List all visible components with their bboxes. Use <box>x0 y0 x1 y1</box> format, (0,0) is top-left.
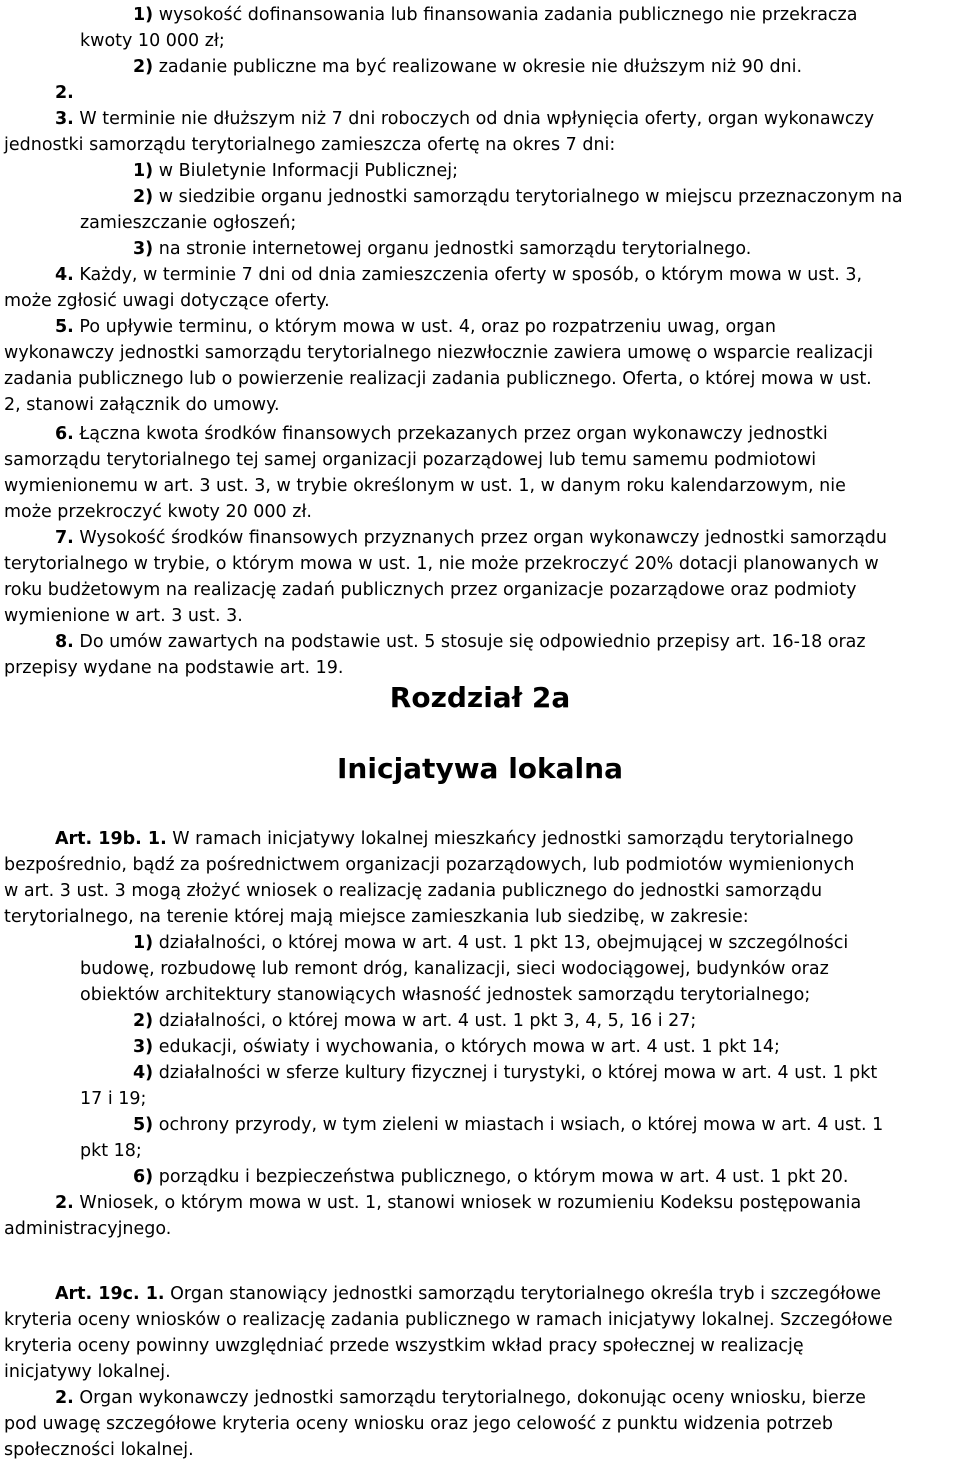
item-text: ochrony przyrody, w tym zieleni w miastach i wsiach, o której mowa w art. 4 ust. 1 <box>153 1115 884 1135</box>
text-line: kryteria oceny wniosków o realizację zadania publicznego w ramach inicjatywy lokalnej. Szczegółowe <box>4 1310 893 1330</box>
item-number: 2. <box>55 83 74 103</box>
paragraph <box>55 421 828 447</box>
item-number: 8. <box>55 632 74 652</box>
list-item <box>133 1112 883 1138</box>
list-item <box>133 1034 780 1060</box>
item-text: Organ stanowiący jednostki samorządu terytorialnego określa tryb i szczegółowe <box>164 1284 882 1304</box>
text-line: może przekroczyć kwoty 20 000 zł. <box>4 502 312 522</box>
item-number: 1) <box>133 161 154 181</box>
item-text: działalności, o której mowa w art. 4 ust. 1 pkt 13, obejmującej w szczególności <box>153 933 849 953</box>
text-line: wymienione w art. 3 ust. 3. <box>4 606 243 626</box>
list-item <box>133 1060 877 1086</box>
item-text: W terminie nie dłuższym niż 7 dni roboczych od dnia wpłynięcia oferty, organ wykonawczy <box>73 109 875 129</box>
item-text: zadanie publiczne ma być realizowane w okresie nie dłuższym niż 90 dni. <box>153 57 803 77</box>
text-line: wykonawczy jednostki samorządu terytorialnego niezwłocznie zawiera umowę o wsparcie realizacji <box>4 343 874 363</box>
item-number: 4. <box>55 265 74 285</box>
item-text: W ramach inicjatywy lokalnej mieszkańcy jednostki samorządu terytorialnego <box>166 829 854 849</box>
item-number: 4) <box>133 1063 154 1083</box>
paragraph <box>55 629 866 655</box>
item-text: wysokość dofinansowania lub finansowania zadania publicznego nie przekracza <box>153 5 858 25</box>
paragraph <box>55 314 776 340</box>
text-line: budowę, rozbudowę lub remont dróg, kanalizacji, sieci wodociągowej, budynków oraz <box>80 959 829 979</box>
list-item <box>133 2 857 28</box>
text-line: bezpośrednio, bądź za pośrednictwem organizacji pozarządowych, lub podmiotów wymienionych <box>4 855 855 875</box>
text-line: kwoty 10 000 zł; <box>80 31 225 51</box>
item-text: na stronie internetowej organu jednostki samorządu terytorialnego. <box>153 239 752 259</box>
item-number: 1) <box>133 5 154 25</box>
item-number: 3. <box>55 109 74 129</box>
text-line: obiektów architektury stanowiących własność jednostek samorządu terytorialnego; <box>80 985 811 1005</box>
chapter-title: Rozdział 2a <box>389 681 571 714</box>
text-line: może zgłosić uwagi dotyczące oferty. <box>4 291 330 311</box>
paragraph <box>55 262 862 288</box>
list-item <box>133 184 903 210</box>
item-text: edukacji, oświaty i wychowania, o których mowa w art. 4 ust. 1 pkt 14; <box>153 1037 780 1057</box>
text-line: terytorialnego w trybie, o którym mowa w ust. 1, nie może przekroczyć 20% dotacji planowanych w <box>4 554 879 574</box>
text-line: przepisy wydane na podstawie art. 19. <box>4 658 344 678</box>
article-number: Art. 19c. 1. <box>55 1284 165 1304</box>
text-line: roku budżetowym na realizację zadań publicznych przez organizacje pozarządowe oraz podmioty <box>4 580 857 600</box>
text-line: zamieszczanie ogłoszeń; <box>80 213 297 233</box>
item-number: 1) <box>133 933 154 953</box>
text-line: 17 i 19; <box>80 1089 147 1109</box>
item-text: Każdy, w terminie 7 dni od dnia zamieszczenia oferty w sposób, o którym mowa w ust. 3, <box>73 265 863 285</box>
item-text: Łączna kwota środków finansowych przekazanych przez organ wykonawczy jednostki <box>73 424 828 444</box>
item-number: 7. <box>55 528 74 548</box>
text-line: administracyjnego. <box>4 1219 172 1239</box>
item-number: 3) <box>133 1037 154 1057</box>
item-text: w siedzibie organu jednostki samorządu terytorialnego w miejscu przeznaczonym na <box>153 187 903 207</box>
text-line: społeczności lokalnej. <box>4 1440 194 1460</box>
item-text: Po upływie terminu, o którym mowa w ust. 4, oraz po rozpatrzeniu uwag, organ <box>73 317 776 337</box>
item-number: 6) <box>133 1167 154 1187</box>
paragraph <box>55 1385 866 1411</box>
item-number: 6. <box>55 424 74 444</box>
item-number: 2) <box>133 57 154 77</box>
item-number: 2. <box>55 1388 74 1408</box>
item-text: Wniosek, o którym mowa w ust. 1, stanowi wniosek w rozumieniu Kodeksu postępowania <box>73 1193 862 1213</box>
list-item <box>133 1164 849 1190</box>
item-text: działalności, o której mowa w art. 4 ust. 1 pkt 3, 4, 5, 16 i 27; <box>153 1011 697 1031</box>
item-text: Do umów zawartych na podstawie ust. 5 stosuje się odpowiednio przepisy art. 16-18 oraz <box>73 632 866 652</box>
article-paragraph <box>55 826 854 852</box>
list-item <box>133 930 848 956</box>
item-text: działalności w sferze kultury fizycznej i turystyki, o której mowa w art. 4 ust. 1 pkt <box>153 1063 878 1083</box>
text-line: 2, stanowi załącznik do umowy. <box>4 395 280 415</box>
text-line: inicjatywy lokalnej. <box>4 1362 171 1382</box>
item-number: 3) <box>133 239 154 259</box>
list-item <box>133 54 802 80</box>
list-item <box>133 1008 696 1034</box>
chapter-subtitle: Inicjatywa lokalna <box>337 752 623 785</box>
item-text: Wysokość środków finansowych przyznanych przez organ wykonawczy jednostki samorządu <box>73 528 887 548</box>
list-item <box>133 236 751 262</box>
paragraph <box>55 1190 861 1216</box>
item-text: Organ wykonawczy jednostki samorządu terytorialnego, dokonując oceny wniosku, bierze <box>73 1388 866 1408</box>
text-line: zadania publicznego lub o powierzenie realizacji zadania publicznego. Oferta, o której mowa w ust. <box>4 369 872 389</box>
item-number: 2) <box>133 1011 154 1031</box>
item-number: 5) <box>133 1115 154 1135</box>
article-paragraph <box>55 1281 881 1307</box>
text-line: kryteria oceny powinny uwzględniać przede wszystkim wkład pracy społecznej w realizację <box>4 1336 804 1356</box>
paragraph <box>55 106 874 132</box>
text-line: pod uwagę szczegółowe kryteria oceny wniosku oraz jego celowość z punktu widzenia potrzeb <box>4 1414 833 1434</box>
text-line: wymienionemu w art. 3 ust. 3, w trybie określonym w ust. 1, w danym roku kalendarzowym, nie <box>4 476 846 496</box>
text-line: w art. 3 ust. 3 mogą złożyć wniosek o realizację zadania publicznego do jednostki samorządu <box>4 881 823 901</box>
item-number: 2. <box>55 1193 74 1213</box>
text-line: pkt 18; <box>80 1141 142 1161</box>
text-line: terytorialnego, na terenie której mają miejsce zamieszkania lub siedzibę, w zakresie: <box>4 907 749 927</box>
paragraph <box>55 525 887 551</box>
item-text: porządku i bezpieczeństwa publicznego, o którym mowa w art. 4 ust. 1 pkt 20. <box>153 1167 849 1187</box>
text-line: samorządu terytorialnego tej samej organizacji pozarządowej lub temu samemu podmiotowi <box>4 450 817 470</box>
item-number: 2) <box>133 187 154 207</box>
item-text: w Biuletynie Informacji Publicznej; <box>153 161 458 181</box>
text-line: jednostki samorządu terytorialnego zamieszcza ofertę na okres 7 dni: <box>4 135 616 155</box>
item-number: 5. <box>55 317 74 337</box>
article-number: Art. 19b. 1. <box>55 829 167 849</box>
list-item <box>133 158 458 184</box>
paragraph-number <box>55 80 74 106</box>
